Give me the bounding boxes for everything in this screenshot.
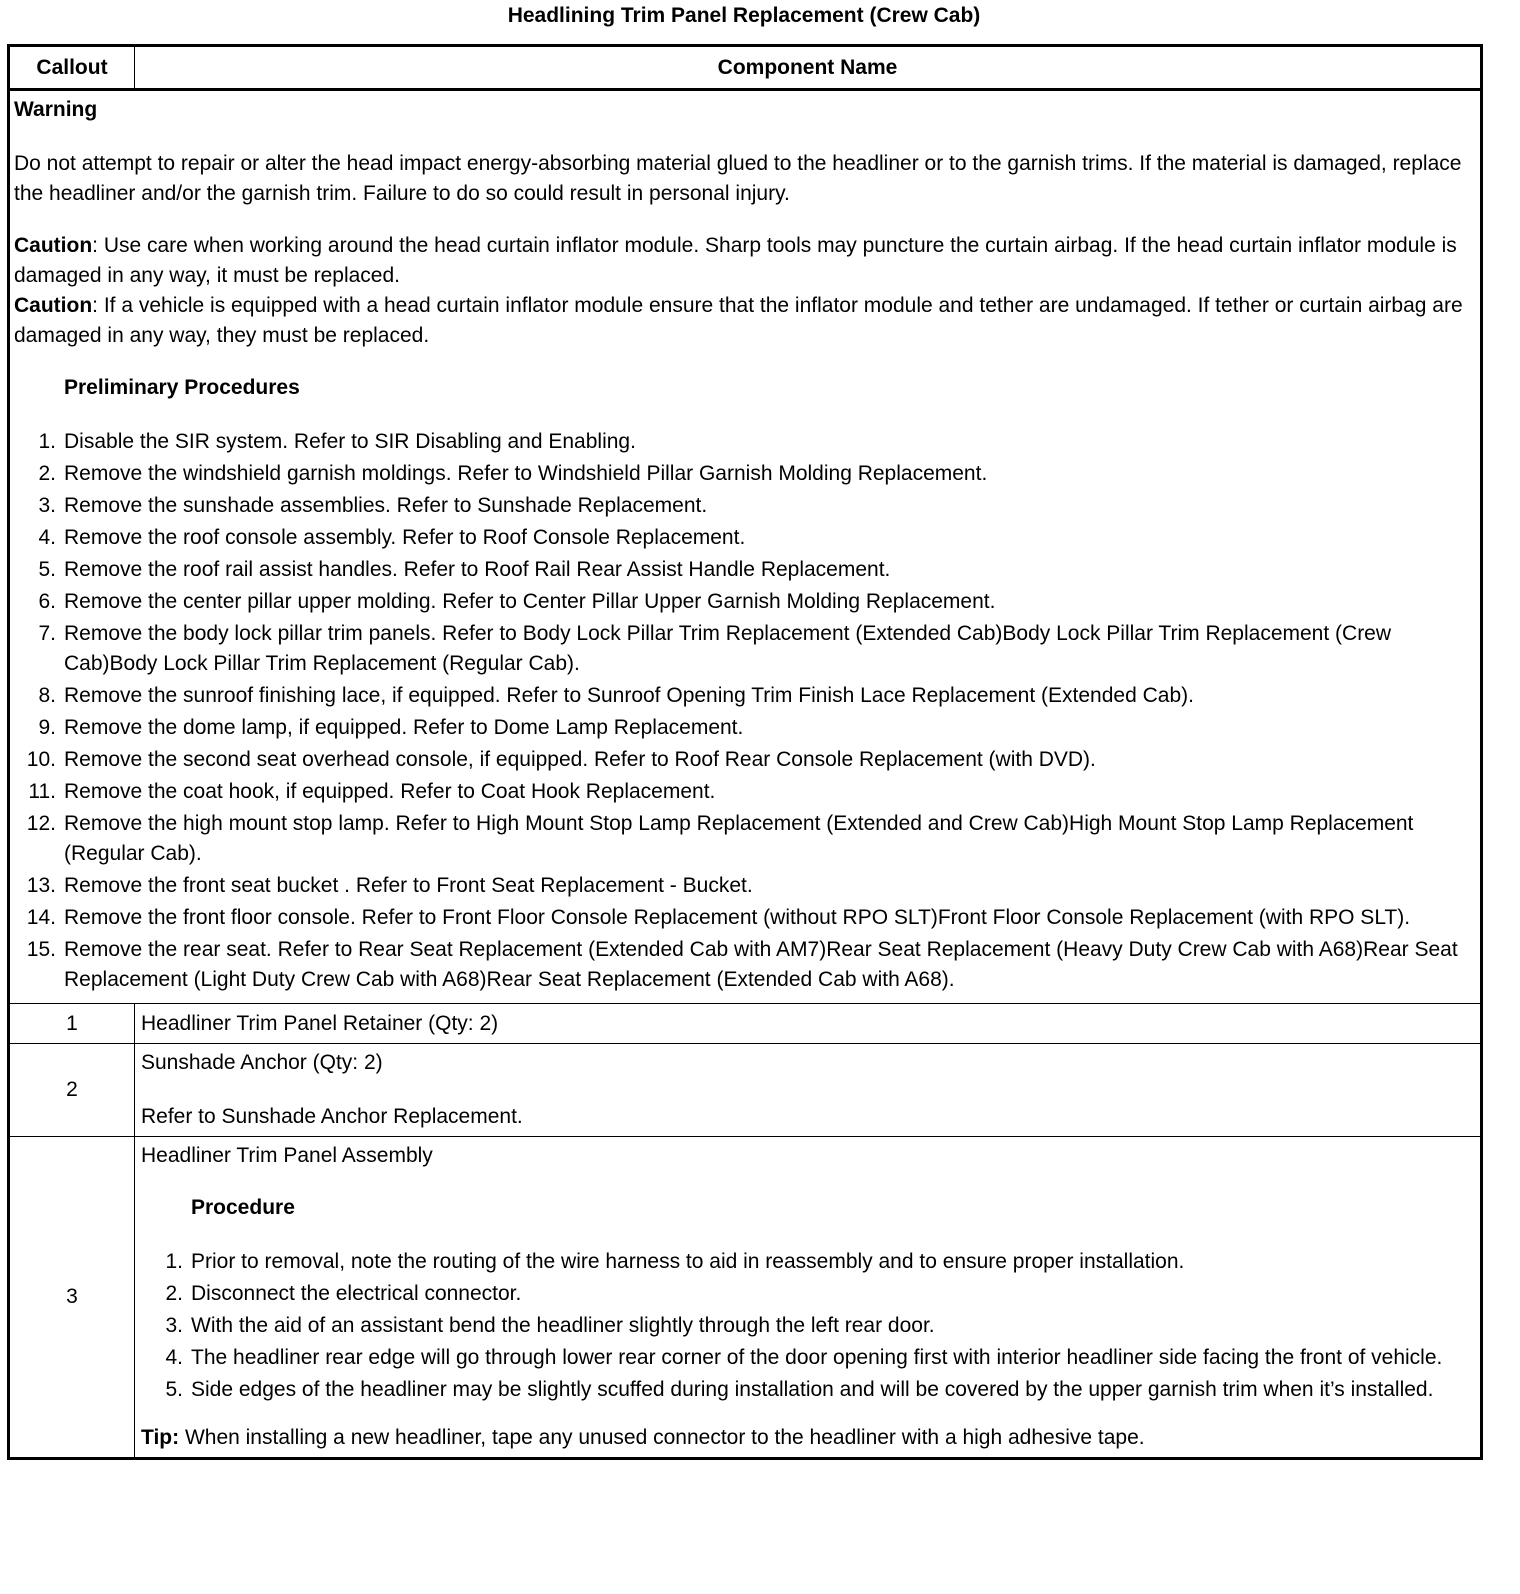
step-text: Side edges of the headliner may be slightly scuffed during installation and will be covered by the upper garnish trim when it’s installed. bbox=[191, 1378, 1434, 1401]
list-item bbox=[141, 1311, 1474, 1341]
table-row bbox=[9, 1044, 1482, 1137]
list-item bbox=[14, 809, 1476, 869]
step-text: The headliner rear edge will go through lower rear corner of the door opening first with interior headliner side facing the front of vehicle. bbox=[191, 1346, 1443, 1369]
step-text: Remove the second seat overhead console, if equipped. Refer to Roof Rear Console Replacement (with DVD). bbox=[64, 748, 1096, 771]
step-number: 14. bbox=[26, 906, 56, 929]
list-item bbox=[14, 555, 1476, 585]
component-name: Headliner Trim Panel Retainer (Qty: 2) bbox=[135, 1004, 1482, 1044]
step-text: Remove the roof console assembly. Refer to Roof Console Replacement. bbox=[64, 526, 746, 549]
page-title: Headlining Trim Panel Replacement (Crew Cab) bbox=[507, 4, 981, 27]
callout-number: 3 bbox=[9, 1137, 135, 1459]
step-text: Remove the sunroof finishing lace, if equipped. Refer to Sunroof Opening Trim Finish Lace Replacement (Extended Cab). bbox=[64, 684, 1194, 707]
step-number: 3. bbox=[38, 494, 56, 517]
step-text: Remove the high mount stop lamp. Refer to High Mount Stop Lamp Replacement (Extended and Crew Cab)High Mount Stop Lamp Replacement (Regular Cab). bbox=[64, 812, 1414, 865]
step-number: 6. bbox=[38, 590, 56, 613]
step-text: Disable the SIR system. Refer to SIR Disabling and Enabling. bbox=[64, 430, 636, 453]
step-number: 12. bbox=[26, 812, 56, 835]
step-number: 5. bbox=[165, 1378, 183, 1401]
caution-2: Caution: If a vehicle is equipped with a head curtain inflator module ensure that the inflator module and tether are undamaged. If tether or curtain airbag are damaged in any way, they must be replaced. bbox=[14, 294, 1463, 347]
step-text: Remove the center pillar upper molding. Refer to Center Pillar Upper Garnish Molding Replacement. bbox=[64, 590, 996, 613]
step-text: Prior to removal, note the routing of the wire harness to aid in reassembly and to ensure proper installation. bbox=[191, 1250, 1185, 1273]
step-text: Remove the sunshade assemblies. Refer to Sunshade Replacement. bbox=[64, 494, 708, 517]
header-component-name: Component Name bbox=[135, 46, 1482, 90]
step-text: With the aid of an assistant bend the headliner slightly through the left rear door. bbox=[191, 1314, 935, 1337]
list-item bbox=[141, 1375, 1474, 1405]
component-note: Refer to Sunshade Anchor Replacement. bbox=[141, 1105, 523, 1128]
step-text: Remove the windshield garnish moldings. Refer to Windshield Pillar Garnish Molding Replacement. bbox=[64, 462, 988, 485]
table-row bbox=[9, 1137, 1482, 1459]
list-item bbox=[14, 427, 1476, 457]
step-number: 5. bbox=[38, 558, 56, 581]
header-callout: Callout bbox=[9, 46, 135, 90]
component-name: Sunshade Anchor (Qty: 2) bbox=[141, 1051, 383, 1074]
step-text: Remove the body lock pillar trim panels. Refer to Body Lock Pillar Trim Replacement (Extended Cab)Body Lock Pillar Trim Replacement (Crew Cab)Body Lock Pillar Trim Replacement (Regular Cab). bbox=[64, 622, 1392, 675]
preliminary-heading: Preliminary Procedures bbox=[64, 376, 300, 399]
list-item bbox=[14, 903, 1476, 933]
list-item bbox=[14, 459, 1476, 489]
step-number: 7. bbox=[38, 622, 56, 645]
step-number: 4. bbox=[38, 526, 56, 549]
table-header bbox=[9, 46, 1482, 90]
list-item bbox=[141, 1279, 1474, 1309]
warning-heading: Warning bbox=[14, 98, 98, 121]
step-number: 10. bbox=[26, 748, 56, 771]
step-number: 2. bbox=[165, 1282, 183, 1305]
step-number: 9. bbox=[38, 716, 56, 739]
list-item bbox=[14, 491, 1476, 521]
list-item bbox=[14, 587, 1476, 617]
list-item bbox=[14, 935, 1476, 995]
list-item bbox=[14, 745, 1476, 775]
step-text: Remove the rear seat. Refer to Rear Seat Replacement (Extended Cab with AM7)Rear Seat Replacement (Heavy Duty Crew Cab with A68)Rear Seat Replacement (Light Duty Crew Cab with A68)Rear Seat Replacement (Extended Cab with A68). bbox=[64, 938, 1458, 991]
procedure-steps bbox=[141, 1247, 1474, 1405]
step-number: 1. bbox=[165, 1250, 183, 1273]
list-item bbox=[14, 777, 1476, 807]
step-text: Remove the dome lamp, if equipped. Refer to Dome Lamp Replacement. bbox=[64, 716, 744, 739]
list-item bbox=[14, 713, 1476, 743]
step-text: Remove the front seat bucket . Refer to Front Seat Replacement - Bucket. bbox=[64, 874, 753, 897]
step-text: Remove the roof rail assist handles. Refer to Roof Rail Rear Assist Handle Replacement. bbox=[64, 558, 891, 581]
step-number: 4. bbox=[165, 1346, 183, 1369]
list-item bbox=[14, 619, 1476, 679]
step-text: Remove the coat hook, if equipped. Refer to Coat Hook Replacement. bbox=[64, 780, 716, 803]
component-table bbox=[7, 44, 1483, 1460]
step-text: Remove the front floor console. Refer to Front Floor Console Replacement (without RPO SLT)Front Floor Console Replacement (with RPO SLT). bbox=[64, 906, 1411, 929]
caution-1: Caution: Use care when working around the head curtain inflator module. Sharp tools may puncture the curtain airbag. If the head curtain inflator module is damaged in any way, it must be replaced. bbox=[14, 234, 1457, 287]
warning-text: Do not attempt to repair or alter the head impact energy-absorbing material glued to the headliner or to the garnish trims. If the material is damaged, replace the headliner and/or the garnish trim. Failure to do so could result in personal injury. bbox=[14, 152, 1462, 205]
preliminary-steps bbox=[14, 427, 1476, 995]
step-number: 13. bbox=[26, 874, 56, 897]
list-item bbox=[141, 1247, 1474, 1277]
warning-row bbox=[9, 90, 1482, 1004]
list-item bbox=[14, 681, 1476, 711]
step-number: 3. bbox=[165, 1314, 183, 1337]
list-item bbox=[14, 871, 1476, 901]
tip: Tip: When installing a new headliner, tape any unused connector to the headliner with a high adhesive tape. bbox=[141, 1426, 1145, 1449]
callout-number: 2 bbox=[9, 1044, 135, 1137]
step-text: Disconnect the electrical connector. bbox=[191, 1282, 522, 1305]
step-number: 15. bbox=[26, 938, 56, 961]
callout-number: 1 bbox=[9, 1004, 135, 1044]
procedure-heading: Procedure bbox=[191, 1196, 295, 1219]
list-item bbox=[14, 523, 1476, 553]
table-row bbox=[9, 1004, 1482, 1044]
component-name: Headliner Trim Panel Assembly bbox=[141, 1144, 433, 1167]
step-number: 8. bbox=[38, 684, 56, 707]
step-number: 11. bbox=[28, 780, 56, 803]
step-number: 1. bbox=[38, 430, 56, 453]
step-number: 2. bbox=[38, 462, 56, 485]
list-item bbox=[141, 1343, 1474, 1373]
